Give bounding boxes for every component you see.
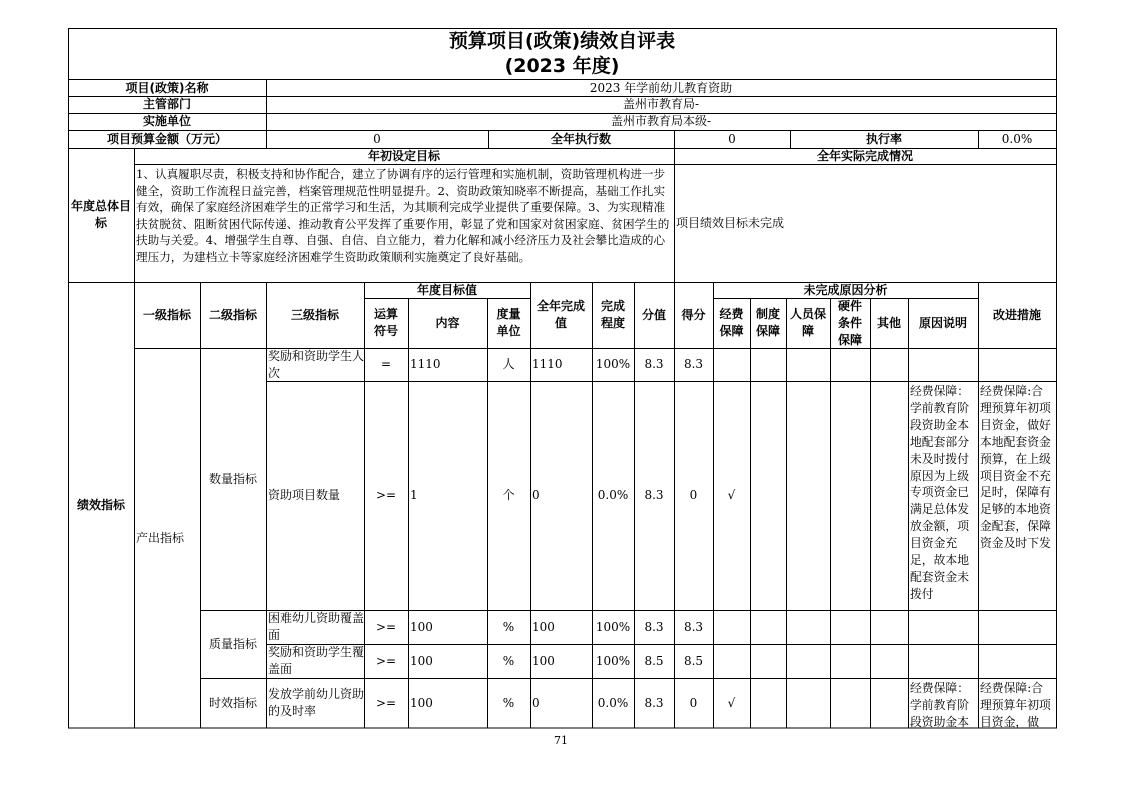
unit-cell: %: [502, 619, 515, 634]
funding-header: 经费保障: [719, 307, 744, 338]
unit-label: 实施单位: [142, 113, 191, 128]
level3-header: 三级指标: [290, 307, 339, 322]
budget-value: 0: [373, 132, 381, 146]
score-cell: 0: [689, 488, 698, 502]
unit-cell: %: [502, 653, 515, 668]
operator-cell: =: [380, 357, 392, 371]
operator-cell: >=: [375, 653, 397, 668]
completed-cell: 0: [532, 695, 540, 710]
indicator-cell: 发放学前幼儿资助的及时率: [268, 687, 364, 718]
funding-cell: [713, 610, 750, 644]
improvement-cell: [978, 348, 1056, 381]
project-name-label: 项目(政策)名称: [125, 80, 209, 95]
reason-cell: 经费保障：学前教育阶段资助金本: [910, 681, 969, 728]
unit-value: 盖州市教育局本级-: [610, 113, 712, 128]
page-title: 预算项目(政策)绩效自评表: [448, 29, 676, 52]
progress-cell: 100%: [595, 357, 631, 371]
reason-cell: 经费保障：学前教育阶段资助金本地配套部分未及时拨付原因为上级专项资金已满足总体发放金额，项目资金充足，故本地配套资金未拨付: [910, 384, 969, 601]
performance-indicators-label: 绩效指标: [76, 497, 125, 512]
annual-goal-label: 年度总体目标: [71, 199, 132, 230]
progress-cell: 100%: [595, 653, 631, 668]
execution-label: 全年执行数: [550, 132, 611, 146]
content-cell: 100: [410, 619, 433, 634]
project-name-value: 2023 年学前幼儿教育资助: [589, 80, 733, 95]
score-value-cell: 8.3: [644, 695, 664, 710]
quality-indicator-label: 质量指标: [208, 636, 257, 651]
department-label: 主管部门: [142, 96, 191, 111]
content-cell: 100: [410, 695, 433, 710]
actual-completion-text: 项目绩效目标未完成: [676, 215, 785, 230]
operator-header: 运算符号: [373, 307, 398, 338]
progress-header: 完成程度: [600, 299, 625, 330]
improvement-cell: [978, 644, 1056, 678]
completed-cell: 1110: [532, 357, 563, 371]
unit-cell: %: [502, 695, 515, 710]
annual-target-header: 年度目标值: [416, 282, 477, 297]
actual-completion-header: 全年实际完成情况: [816, 148, 913, 163]
department-value: 盖州市教育局-: [622, 96, 700, 111]
funding-cell: [713, 644, 750, 678]
indicator-cell: 困难幼儿资助覆盖面: [268, 611, 364, 642]
improvement-header: 改进措施: [992, 307, 1041, 322]
content-cell: 1110: [410, 357, 441, 371]
content-cell: 1: [410, 488, 418, 502]
initial-goal-text: 1、认真履职尽责，积极支持和协作配合，建立了协调有序的运行管理和实施机制，资助管理机构进一步健全，资助工作流程日益完善，档案管理规范性明显提升。2、资助政策知晓率不断提高，基础工作扎实有效，确保了家庭经济困难学生的正常学习和生活，为其顺利完成学业提供了重要保障。3、为实现精准扶贫脱贫、阻断贫困代际传递、推动教育公平发挥了重要作用，彰显了党和国家对贫困家庭、贫困学生的扶助与关爱。4、增强学生自尊、自强、自信、自立能力，着力化解和减小经济压力及社会攀比造成的心理压力，为建档立卡等家庭经济困难学生资助政策顺利实施奠定了良好基础。: [136, 167, 670, 264]
score-value-cell: 8.5: [644, 653, 664, 668]
unit-cell: 个: [502, 488, 515, 502]
operator-cell: >=: [375, 619, 397, 634]
content-header: 内容: [435, 315, 460, 330]
funding-cell: √: [727, 488, 736, 502]
content-cell: 100: [410, 653, 433, 668]
output-indicator-label: 产出指标: [136, 530, 185, 545]
score-value-cell: 8.3: [644, 619, 664, 634]
reason-cell: [908, 348, 978, 381]
improvement-cell: [978, 610, 1056, 644]
score-value-cell: 8.3: [644, 488, 664, 502]
reason-cell: [908, 644, 978, 678]
score-value-header: 分值: [641, 307, 666, 322]
score-header: 得分: [681, 307, 706, 322]
score-cell: 8.5: [683, 653, 704, 668]
level2-header: 二级指标: [208, 307, 257, 322]
personnel-header: 人员保障: [789, 307, 826, 338]
budget-label: 项目预算金额（万元）: [106, 132, 227, 146]
reason-desc-header: 原因说明: [918, 315, 967, 330]
indicator-cell: 资助项目数量: [268, 488, 341, 502]
execution-rate-value: 0.0%: [1001, 132, 1033, 146]
hardware-header: 硬件条件保障: [837, 298, 862, 347]
completed-header: 全年完成值: [537, 299, 586, 330]
other-header: 其他: [876, 315, 901, 330]
score-value-cell: 8.3: [644, 357, 664, 371]
completed-cell: 0: [532, 488, 540, 502]
funding-cell: √: [727, 695, 736, 710]
timeliness-indicator-label: 时效指标: [208, 695, 257, 710]
progress-cell: 100%: [595, 619, 631, 634]
execution-value: 0: [728, 132, 736, 146]
page-number: 71: [554, 733, 568, 747]
score-cell: 8.3: [683, 357, 704, 371]
execution-rate-label: 执行率: [865, 132, 902, 146]
reason-analysis-header: 未完成原因分析: [803, 282, 888, 297]
improvement-cell: 经费保障:合理预算年初项目资金，做: [980, 681, 1051, 728]
score-cell: 8.3: [683, 619, 704, 634]
initial-goal-header: 年初设定目标: [367, 148, 440, 163]
unit-header: 度量单位: [496, 307, 521, 338]
completed-cell: 100: [532, 619, 555, 634]
level1-header: 一级指标: [142, 307, 191, 322]
indicator-cell: 奖励和资助学生覆盖面: [268, 645, 364, 676]
funding-cell: [713, 348, 750, 381]
score-cell: 0: [689, 695, 698, 710]
progress-cell: 0.0%: [597, 695, 629, 710]
reason-cell: [908, 610, 978, 644]
operator-cell: >=: [375, 695, 397, 710]
operator-cell: >=: [375, 488, 397, 502]
improvement-cell: 经费保障:合理预算年初项目资金，做好本地配套资金预算，在上级项目资金不充足时，保障有足够的本地资金配套，保障资金及时下发: [980, 384, 1051, 551]
unit-cell: 人: [502, 357, 515, 371]
progress-cell: 0.0%: [597, 488, 629, 502]
completed-cell: 100: [532, 653, 555, 668]
system-header: 制度保障: [755, 307, 780, 338]
indicator-cell: 奖励和资助学生人次: [268, 348, 364, 380]
quantity-indicator-label: 数量指标: [208, 471, 257, 486]
page-subtitle: (2023 年度): [504, 54, 620, 77]
